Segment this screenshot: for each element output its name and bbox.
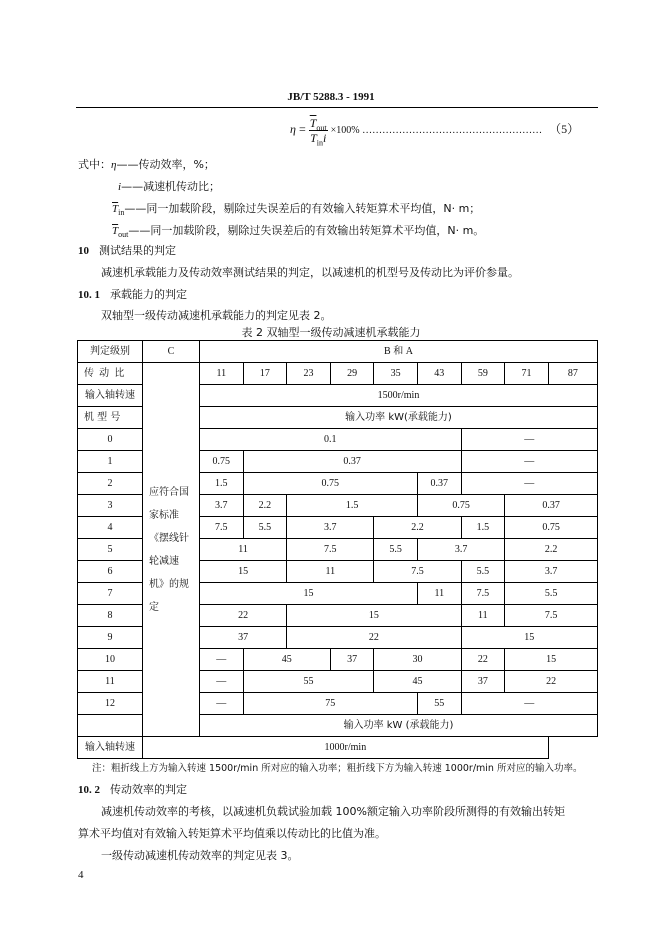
section-10-text: 减速机承载能力及传动效率测试结果的判定，以减速机的机型号及传动比为评价参量。 bbox=[101, 266, 519, 279]
section-10-heading bbox=[77, 240, 598, 262]
power-cell: 37 bbox=[461, 671, 505, 693]
sub: in bbox=[316, 138, 323, 148]
model-cell: 9 bbox=[78, 627, 143, 649]
power-cell: 7.5 bbox=[505, 605, 598, 627]
power-cell: 15 bbox=[200, 561, 287, 583]
header-cell: B 和 A bbox=[200, 341, 598, 363]
row-label: 输入轴转速 bbox=[78, 737, 143, 759]
eta-symbol: η bbox=[290, 122, 296, 136]
model-cell: 4 bbox=[78, 517, 143, 539]
power-label-cell: 输入功率 kW(承载能力) bbox=[200, 407, 598, 429]
power-cell: 55 bbox=[243, 671, 374, 693]
section-10-2-text-3: 一级传动减速机传动效率的判定见表 3。 bbox=[101, 849, 299, 862]
power-cell: 1.5 bbox=[200, 473, 244, 495]
section-10-2-text-2: 算术平均值对有效输入转矩算术平均值乘以传动比的比值为准。 bbox=[78, 827, 386, 840]
power-cell: 3.7 bbox=[505, 561, 598, 583]
where-line-2 bbox=[118, 178, 220, 194]
power-cell: — bbox=[461, 451, 597, 473]
power-cell: 7.5 bbox=[200, 517, 244, 539]
ratio-cell: 23 bbox=[287, 363, 331, 385]
section-10-2-text-1: 减速机传动效率的考核，以减速机负载试验加载 100%额定输入功率阶段所测得的有效输出转矩 bbox=[101, 805, 565, 818]
t-symbol: $\overline{T}$ bbox=[310, 130, 317, 145]
power-cell: 5.5 bbox=[461, 561, 505, 583]
power-cell: 0.75 bbox=[243, 473, 417, 495]
section-number: 10. 2 bbox=[78, 784, 100, 796]
power-cell: 11 bbox=[417, 583, 461, 605]
table-note: 注：粗折线上方为输入转速 1500r/min 所对应的输入功率；粗折线下方为输入转速 1000r/min 所对应的输入功率。 bbox=[92, 763, 583, 774]
load-capacity-table bbox=[77, 340, 598, 759]
body-flow bbox=[77, 240, 598, 867]
model-cell: 6 bbox=[78, 561, 143, 583]
power-cell: 45 bbox=[374, 671, 461, 693]
power-cell: 75 bbox=[243, 693, 417, 715]
power-cell: 2.2 bbox=[243, 495, 287, 517]
power-cell: 22 bbox=[200, 605, 287, 627]
empty-cell bbox=[78, 715, 143, 737]
header-cell: 判定级别 bbox=[78, 341, 143, 363]
power-cell: 3.7 bbox=[287, 517, 374, 539]
denominator bbox=[310, 130, 327, 148]
row-label: 输入轴转速 bbox=[78, 385, 143, 407]
definition: ——减速机传动比； bbox=[121, 180, 221, 193]
model-cell: 1 bbox=[78, 451, 143, 473]
definition: ——同一加载阶段，剔除过失误差后的有效输出转矩算术平均值，N· m。 bbox=[128, 224, 485, 237]
model-cell: 12 bbox=[78, 693, 143, 715]
power-cell: 1.5 bbox=[287, 495, 418, 517]
power-cell: 15 bbox=[200, 583, 418, 605]
power-cell: 15 bbox=[505, 649, 598, 671]
section-title: 传动效率的判定 bbox=[110, 783, 187, 796]
formula-rest: ×100% ……………………………………………… bbox=[330, 125, 543, 136]
grade-c-requirement: 应符合国家标准《摆线针轮减速机》的规定 bbox=[143, 363, 200, 737]
row-label: 机 型 号 bbox=[78, 407, 143, 429]
ratio-cell: 43 bbox=[417, 363, 461, 385]
power-cell: 37 bbox=[200, 627, 287, 649]
row-label: 传 动 比 bbox=[78, 363, 143, 385]
equation-number: （5） bbox=[549, 122, 580, 136]
section-10-2-heading bbox=[77, 779, 598, 801]
power-cell: 0.75 bbox=[417, 495, 504, 517]
header-rule bbox=[76, 107, 598, 108]
power-cell: — bbox=[200, 671, 244, 693]
power-cell: 45 bbox=[243, 649, 330, 671]
model-cell: 2 bbox=[78, 473, 143, 495]
sub: in bbox=[118, 208, 125, 218]
where-lead: 式中： bbox=[78, 158, 111, 171]
power-cell: 0.37 bbox=[243, 451, 461, 473]
power-cell: 3.7 bbox=[417, 539, 504, 561]
section-10-1-heading bbox=[77, 284, 598, 306]
power-cell: 1.5 bbox=[461, 517, 505, 539]
power-cell: — bbox=[200, 649, 244, 671]
model-cell: 10 bbox=[78, 649, 143, 671]
power-cell: 22 bbox=[287, 627, 461, 649]
power-cell: 22 bbox=[461, 649, 505, 671]
where-line-1 bbox=[78, 156, 215, 172]
model-cell: 0 bbox=[78, 429, 143, 451]
power-cell: 0.37 bbox=[505, 495, 598, 517]
section-number: 10. 1 bbox=[78, 289, 100, 301]
model-cell: 8 bbox=[78, 605, 143, 627]
power-cell: 11 bbox=[200, 539, 287, 561]
power-cell: 7.5 bbox=[287, 539, 374, 561]
table-row bbox=[78, 737, 598, 759]
ratio-cell: 17 bbox=[243, 363, 287, 385]
symbol: $\overline{T}$ bbox=[112, 203, 119, 215]
power-cell: 5.5 bbox=[505, 583, 598, 605]
page-number: 4 bbox=[78, 869, 84, 881]
power-cell: 15 bbox=[287, 605, 461, 627]
speed-cell: 1000r/min bbox=[143, 737, 549, 759]
ratio-cell: 87 bbox=[548, 363, 597, 385]
power-cell: 7.5 bbox=[374, 561, 461, 583]
power-cell: 55 bbox=[417, 693, 461, 715]
formula-5 bbox=[290, 114, 580, 148]
equals-sign: = bbox=[298, 122, 306, 136]
definition: ——传动效率，%； bbox=[116, 158, 215, 171]
power-cell: 15 bbox=[461, 627, 597, 649]
power-cell: 0.1 bbox=[200, 429, 462, 451]
power-label-cell: 输入功率 kW (承载能力) bbox=[200, 715, 598, 737]
ratio-cell: 11 bbox=[200, 363, 244, 385]
power-cell: 22 bbox=[505, 671, 598, 693]
standard-header: JB/T 5288.3 - 1991 bbox=[287, 91, 375, 103]
section-title: 承载能力的判定 bbox=[110, 288, 187, 301]
where-line-4 bbox=[112, 222, 484, 238]
fraction bbox=[309, 115, 328, 148]
power-cell: 3.7 bbox=[200, 495, 244, 517]
power-cell: 7.5 bbox=[461, 583, 505, 605]
table-row bbox=[78, 363, 598, 385]
power-cell: — bbox=[461, 429, 597, 451]
power-cell: 5.5 bbox=[374, 539, 418, 561]
i-symbol: i bbox=[322, 130, 327, 145]
power-cell: — bbox=[461, 693, 597, 715]
ratio-cell: 59 bbox=[461, 363, 505, 385]
power-cell: — bbox=[461, 473, 597, 495]
power-cell: 0.75 bbox=[200, 451, 244, 473]
section-number: 10 bbox=[78, 245, 89, 257]
where-line-3 bbox=[112, 200, 480, 216]
power-cell: 30 bbox=[374, 649, 461, 671]
power-cell: 2.2 bbox=[374, 517, 461, 539]
table-row bbox=[78, 341, 598, 363]
symbol: $\overline{T}$ bbox=[112, 225, 119, 237]
power-cell: 0.37 bbox=[417, 473, 461, 495]
definition: ——同一加载阶段，剔除过失误差后的有效输入转矩算术平均值，N· m； bbox=[124, 202, 481, 215]
numerator bbox=[309, 116, 328, 131]
model-cell: 3 bbox=[78, 495, 143, 517]
model-cell: 5 bbox=[78, 539, 143, 561]
section-10-1-text: 双轴型一级传动减速机承载能力的判定见表 2。 bbox=[101, 309, 332, 322]
power-cell: 11 bbox=[461, 605, 505, 627]
power-cell: 11 bbox=[287, 561, 374, 583]
header-cell: C bbox=[143, 341, 200, 363]
speed-cell: 1500r/min bbox=[200, 385, 598, 407]
ratio-cell: 35 bbox=[374, 363, 418, 385]
model-cell: 7 bbox=[78, 583, 143, 605]
section-title: 测试结果的判定 bbox=[99, 244, 176, 257]
sub: out bbox=[118, 230, 129, 240]
power-cell: 0.75 bbox=[505, 517, 598, 539]
power-cell: 2.2 bbox=[505, 539, 598, 561]
t-symbol: $\overline{T}$ bbox=[309, 115, 317, 130]
power-cell: — bbox=[200, 693, 244, 715]
symbol: i bbox=[118, 181, 122, 193]
table-caption: 表 2 双轴型一级传动减速机承载能力 bbox=[241, 326, 421, 339]
ratio-cell: 71 bbox=[505, 363, 549, 385]
power-cell: 37 bbox=[330, 649, 374, 671]
ratio-cell: 29 bbox=[330, 363, 374, 385]
power-cell: 5.5 bbox=[243, 517, 287, 539]
model-cell: 11 bbox=[78, 671, 143, 693]
symbol: η bbox=[111, 159, 117, 171]
sub: out bbox=[316, 123, 327, 133]
